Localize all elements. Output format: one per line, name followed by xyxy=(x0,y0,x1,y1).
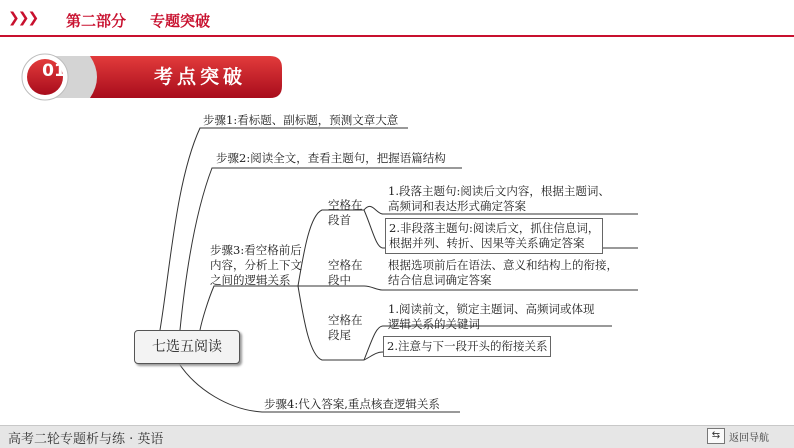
position-middle: 空格在 段中 xyxy=(328,258,363,287)
chevron-icon: ❯❯❯ xyxy=(8,10,38,26)
last-rule-1: 1.阅读前文，锁定主题词、高频词或体现 逻辑关系的关键词 xyxy=(388,302,595,331)
back-arrow-icon[interactable]: ⇆ xyxy=(707,428,725,444)
step1-label: 步骤1:看标题、副标题，预测文章大意 xyxy=(203,113,399,127)
mindmap-root: 七选五阅读 xyxy=(134,330,240,364)
part-title: 第二部分 xyxy=(66,12,127,30)
last-rule-2: 2.注意与下一段开头的衔接关系 xyxy=(383,336,551,357)
position-last: 空格在 段尾 xyxy=(328,313,363,342)
topic-title: 专题突破 xyxy=(150,12,211,30)
section-title: 考点突破 xyxy=(153,66,246,88)
middle-rule: 根据选项前后在语法、意义和结构上的衔接， 结合信息词确定答案 xyxy=(388,258,618,287)
step4-label: 步骤4:代入答案,重点核查逻辑关系 xyxy=(264,397,440,411)
step2-label: 步骤2:阅读全文，查看主题句，把握语篇结构 xyxy=(216,151,446,165)
position-first: 空格在 段首 xyxy=(328,198,363,227)
section-number: 01 xyxy=(42,61,66,81)
back-nav-button[interactable]: 返回导航 xyxy=(729,433,769,444)
course-title: 高考二轮专题析与练 · 英语 xyxy=(8,432,164,447)
first-rule-1: 1.段落主题句:阅读后文内容，根据主题词、 高频词和表达形式确定答案 xyxy=(388,184,610,213)
step3-label: 步骤3:看空格前后 内容，分析上下文 之间的逻辑关系 xyxy=(210,243,302,287)
first-rule-2: 2.非段落主题句:阅读后文，抓住信息词， 根据并列、转折、因果等关系确定答案 xyxy=(385,218,603,254)
